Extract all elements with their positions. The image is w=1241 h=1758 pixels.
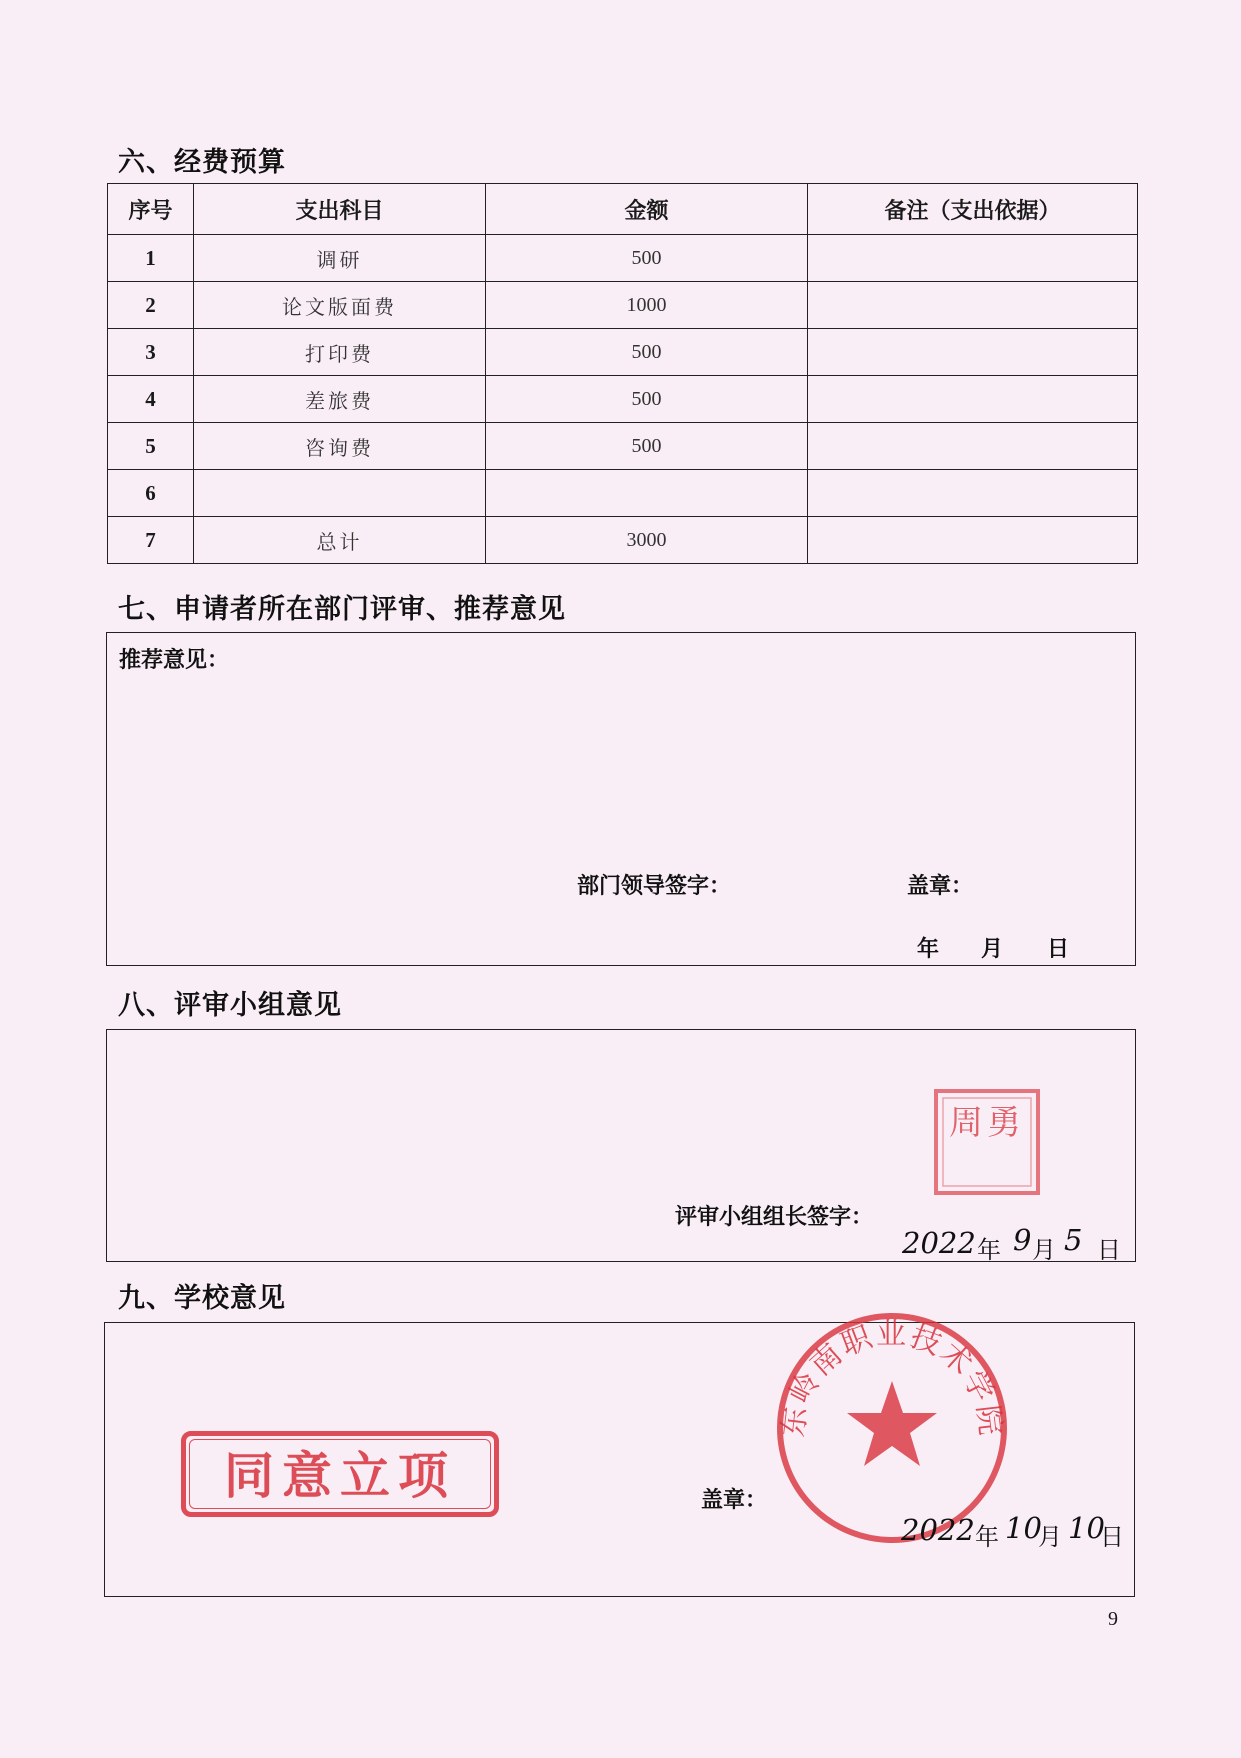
row-item: 咨询费 [194,423,486,470]
table-row [108,376,1138,423]
row-item: 打印费 [194,329,486,376]
row-note [808,517,1138,564]
row-amount: 500 [486,423,808,470]
school-date-year: 年 [975,1523,999,1551]
section8-title: 八、评审小组意见 [118,990,342,1021]
dept-leader-sign-label: 部门领导签字： [577,874,732,899]
section9-title: 九、学校意见 [118,1283,286,1314]
row-note [808,470,1138,517]
school-date-day-value: 10 [1068,1511,1105,1545]
row-amount: 500 [486,376,808,423]
row-item: 调研 [194,235,486,282]
row-note [808,329,1138,376]
row-amount: 3000 [486,517,808,564]
row-no: 6 [108,470,194,517]
table-row-total [108,517,1138,564]
school-seal-icon [773,1309,1011,1547]
section6-title: 六、经费预算 [118,147,286,178]
row-amount: 500 [486,235,808,282]
approval-stamp [181,1431,499,1517]
row-item [194,470,486,517]
row-note [808,235,1138,282]
row-note [808,423,1138,470]
dept-date-day: 日 [1047,937,1070,962]
row-no: 4 [108,376,194,423]
budget-table [107,183,1138,564]
row-no: 5 [108,423,194,470]
section7-title: 七、申请者所在部门评审、推荐意见 [118,594,566,625]
table-row [108,282,1138,329]
section7-box [106,632,1136,966]
header-note: 备注（支出依据） [808,184,1138,235]
page-number: 9 [1108,1608,1118,1630]
row-no: 2 [108,282,194,329]
school-date-month: 月 [1038,1523,1062,1551]
row-amount: 500 [486,329,808,376]
approval-stamp-text: 同意立项 [224,1446,456,1505]
name-seal-text: 周勇 [949,1103,1025,1143]
table-row [108,470,1138,517]
review-leader-sign-label: 评审小组组长签字： [675,1205,874,1230]
section9-box [104,1317,1135,1597]
review-date-month: 月 [1032,1236,1056,1264]
review-date-month-value: 9 [1013,1223,1032,1257]
dept-date-year: 年 [917,937,940,962]
row-no: 7 [108,517,194,564]
budget-header-row [108,184,1138,235]
row-no: 3 [108,329,194,376]
row-note [808,376,1138,423]
row-amount [486,470,808,517]
section8-box [106,1029,1136,1262]
row-item: 差旅费 [194,376,486,423]
row-note [808,282,1138,329]
header-item: 支出科目 [194,184,486,235]
review-date-day-value: 5 [1064,1223,1083,1257]
header-amount: 金额 [486,184,808,235]
school-date-year-value: 2022 [901,1513,975,1547]
header-no: 序号 [108,184,194,235]
dept-date-month: 月 [981,937,1004,962]
review-date-year-value: 2022 [902,1226,976,1260]
dept-seal-label: 盖章： [907,874,974,899]
school-seal-label: 盖章： [701,1488,768,1513]
table-row [108,329,1138,376]
table-row [108,235,1138,282]
row-item: 总计 [194,517,486,564]
school-seal-text: 东岭南职业技术学院 [775,1317,1009,1439]
row-no: 1 [108,235,194,282]
recommend-label: 推荐意见： [119,648,230,673]
school-date-month-value: 10 [1005,1511,1042,1545]
review-date-year: 年 [977,1236,1001,1264]
table-row [108,423,1138,470]
row-amount: 1000 [486,282,808,329]
school-date-day: 日 [1100,1523,1124,1551]
review-date-day: 日 [1097,1236,1121,1264]
row-item: 论文版面费 [194,282,486,329]
